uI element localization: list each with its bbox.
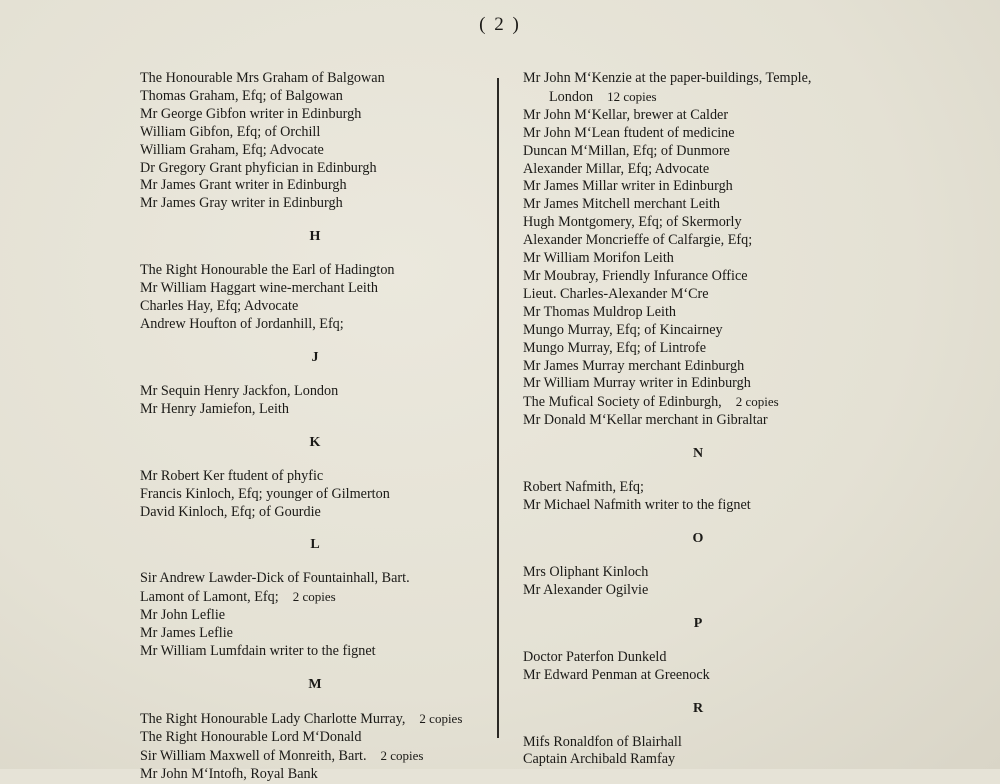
subscriber-entry — [140, 298, 490, 316]
subscriber-name: Mr James Gray writer in Edinburgh — [140, 195, 343, 212]
subscriber-name: Mr Robert Ker ftudent of phyfic — [140, 467, 324, 484]
subscriber-entry — [140, 142, 490, 160]
subscriber-name: Mr James Leflie — [140, 625, 233, 642]
subscriber-section — [140, 70, 490, 213]
subscriber-entry — [523, 322, 993, 340]
subscriber-entry — [523, 479, 993, 497]
subscriber-name: Hugh Montgomery, Efq; of Skermorly — [523, 214, 742, 231]
subscriber-name: Doctor Paterfon Dunkeld — [523, 648, 667, 665]
subscriber-entry — [140, 625, 490, 643]
subscriber-name: Francis Kinloch, Efq; younger of Gilmerton — [140, 485, 390, 502]
subscriber-entry — [140, 160, 490, 178]
subscriber-section — [140, 434, 490, 522]
subscriber-entry — [140, 468, 490, 486]
section-letter-heading: N — [692, 446, 704, 462]
subscriber-entry — [140, 88, 490, 106]
subscriber-entry — [523, 564, 993, 582]
subscriber-entry — [523, 107, 993, 125]
section-letter-heading: O — [692, 530, 704, 546]
subscriber-name: Lamont of Lamont, Efq; — [140, 589, 279, 606]
subscriber-entry — [523, 734, 993, 752]
subscriber-entry — [140, 280, 490, 298]
copies-count: 2 copies — [419, 710, 463, 726]
subscriber-name: Mrs Oliphant Kinloch — [523, 563, 649, 580]
subscriber-entry — [140, 401, 490, 419]
subscriber-name: Mr John M‘Kellar, brewer at Calder — [523, 106, 729, 123]
subscriber-section — [523, 70, 993, 430]
subscriber-entry — [140, 177, 490, 195]
subscriber-name: Mr William Morifon Leith — [523, 250, 674, 267]
subscriber-name: Mr William Haggart wine-merchant Leith — [140, 280, 378, 297]
section-letter-heading: K — [309, 434, 321, 450]
subscriber-name: Andrew Houfton of Jordanhill, Efq; — [140, 315, 344, 332]
subscriber-entry — [140, 588, 490, 607]
subscriber-entry — [140, 124, 490, 142]
section-letter-heading: L — [310, 537, 320, 553]
section-letter-heading: R — [692, 700, 704, 716]
subscriber-section — [523, 530, 993, 600]
subscriber-name: The Mufical Society of Edinburgh, — [523, 394, 722, 411]
page-number: ( 2 ) — [479, 14, 521, 35]
subscriber-entry — [523, 70, 993, 107]
copies-count: 2 copies — [292, 589, 336, 605]
subscriber-name: Mr Thomas Muldrop Leith — [523, 303, 677, 320]
subscriber-entry — [523, 232, 993, 250]
subscriber-name: Mr Donald M‘Kellar merchant in Gibraltar — [523, 412, 768, 429]
subscriber-name: Alexander Millar, Efq; Advocate — [523, 160, 710, 177]
subscriber-name: Sir William Maxwell of Monreith, Bart. — [140, 747, 367, 764]
subscriber-entry — [140, 486, 490, 504]
subscriber-entry — [140, 262, 490, 280]
subscriber-entry — [140, 607, 490, 625]
subscriber-name: William Gibfon, Efq; of Orchill — [140, 123, 321, 140]
right-column — [523, 70, 993, 769]
column-divider — [497, 78, 499, 738]
subscriber-entry — [523, 250, 993, 268]
subscriber-entry — [523, 582, 993, 600]
subscriber-name: The Right Honourable Lord M‘Donald — [140, 728, 362, 745]
subscriber-name: Mr Moubray, Friendly Infurance Office — [523, 267, 748, 284]
subscriber-name: Mr William Lumfdain writer to the fignet — [140, 643, 376, 660]
subscriber-entry — [140, 195, 490, 213]
subscriber-name: Mr James Murray merchant Edinburgh — [523, 357, 745, 374]
subscriber-section — [523, 615, 993, 685]
subscriber-entry — [523, 340, 993, 358]
left-column — [140, 70, 490, 784]
subscriber-name: Sir Andrew Lawder-Dick of Fountainhall, Bart. — [140, 570, 410, 587]
subscriber-name: Mr John M‘Intofh, Royal Bank — [140, 765, 318, 782]
section-letter-heading: M — [308, 676, 322, 692]
subscriber-entry — [523, 497, 993, 515]
subscriber-name: David Kinloch, Efq; of Gourdie — [140, 503, 321, 520]
copies-count: 2 copies — [380, 747, 424, 763]
subscriber-name: Mr John M‘Kenzie at the paper-buildings, Temple, — [523, 70, 812, 86]
subscriber-name: Mr Henry Jamiefon, Leith — [140, 400, 289, 417]
subscriber-section — [523, 700, 993, 770]
subscriber-entry — [523, 161, 993, 179]
subscriber-name: Mungo Murray, Efq; of Kincairney — [523, 321, 723, 338]
subscriber-entry — [523, 196, 993, 214]
subscriber-section — [523, 445, 993, 515]
subscriber-entry — [140, 570, 490, 588]
subscriber-name: Mr James Grant writer in Edinburgh — [140, 177, 347, 194]
subscriber-name: Dr Gregory Grant phyfician in Edinburgh — [140, 159, 377, 176]
subscriber-entry — [140, 70, 490, 88]
subscriber-name: Mungo Murray, Efq; of Lintrofe — [523, 339, 707, 356]
subscriber-name: Mr George Gibfon writer in Edinburgh — [140, 105, 362, 122]
subscriber-name: Mr Alexander Ogilvie — [523, 581, 649, 598]
subscriber-name: Thomas Graham, Efq; of Balgowan — [140, 87, 343, 104]
subscriber-name: William Graham, Efq; Advocate — [140, 141, 324, 158]
subscriber-entry — [523, 649, 993, 667]
section-letter-heading: H — [309, 229, 321, 245]
subscriber-entry — [140, 747, 490, 766]
subscriber-entry — [140, 316, 490, 334]
subscriber-name: Mr John M‘Lean ftudent of medicine — [523, 124, 735, 141]
subscriber-entry — [523, 412, 993, 430]
subscriber-name: Lieut. Charles-Alexander M‘Cre — [523, 285, 709, 302]
subscriber-section — [140, 349, 490, 419]
continuation-text: London — [549, 88, 594, 105]
subscriber-name: Mr William Murray writer in Edinburgh — [523, 375, 751, 392]
section-letter-heading: J — [311, 349, 319, 365]
subscriber-name: The Right Honourable Lady Charlotte Murray, — [140, 710, 406, 727]
subscriber-name: Mifs Ronaldfon of Blairhall — [523, 733, 682, 750]
subscriber-entry — [523, 358, 993, 376]
subscriber-name: Mr James Millar writer in Edinburgh — [523, 178, 733, 195]
subscriber-entry — [140, 766, 490, 784]
subscriber-entry — [523, 214, 993, 232]
subscriber-name: Duncan M‘Millan, Efq; of Dunmore — [523, 142, 730, 159]
subscriber-section — [140, 228, 490, 334]
subscriber-entry — [140, 383, 490, 401]
subscriber-entry — [523, 304, 993, 322]
subscriber-entry — [523, 667, 993, 685]
subscriber-entry — [140, 729, 490, 747]
subscriber-name: The Right Honourable the Earl of Hadington — [140, 262, 395, 279]
subscriber-name: Captain Archibald Ramfay — [523, 751, 676, 768]
subscriber-name: Charles Hay, Efq; Advocate — [140, 298, 299, 315]
subscriber-name: Mr Sequin Henry Jackfon, London — [140, 382, 339, 399]
subscriber-entry — [523, 286, 993, 304]
subscriber-name: Mr James Mitchell merchant Leith — [523, 196, 720, 213]
copies-count: 12 copies — [607, 88, 657, 104]
subscriber-entry — [523, 125, 993, 143]
subscriber-entry — [523, 143, 993, 161]
subscriber-entry — [140, 504, 490, 522]
subscriber-entry — [140, 643, 490, 661]
subscriber-entry — [140, 106, 490, 124]
subscriber-entry — [523, 268, 993, 286]
subscriber-section — [140, 536, 490, 661]
section-letter-heading: P — [693, 615, 703, 631]
subscriber-name: The Honourable Mrs Graham of Balgowan — [140, 70, 385, 86]
subscriber-section — [140, 676, 490, 784]
subscriber-entry — [523, 393, 993, 412]
subscriber-entry — [523, 375, 993, 393]
subscriber-name: Mr Michael Nafmith writer to the fignet — [523, 497, 751, 514]
subscriber-name: Alexander Moncrieffe of Calfargie, Efq; — [523, 232, 753, 249]
copies-count: 2 copies — [735, 394, 779, 410]
subscriber-name: Mr Edward Penman at Greenock — [523, 666, 710, 683]
subscriber-name-continuation — [523, 88, 993, 107]
subscriber-entry — [140, 710, 490, 729]
subscriber-name: Robert Nafmith, Efq; — [523, 479, 644, 496]
subscriber-name: Mr John Leflie — [140, 607, 226, 624]
subscriber-entry — [523, 751, 993, 769]
subscriber-entry — [523, 178, 993, 196]
